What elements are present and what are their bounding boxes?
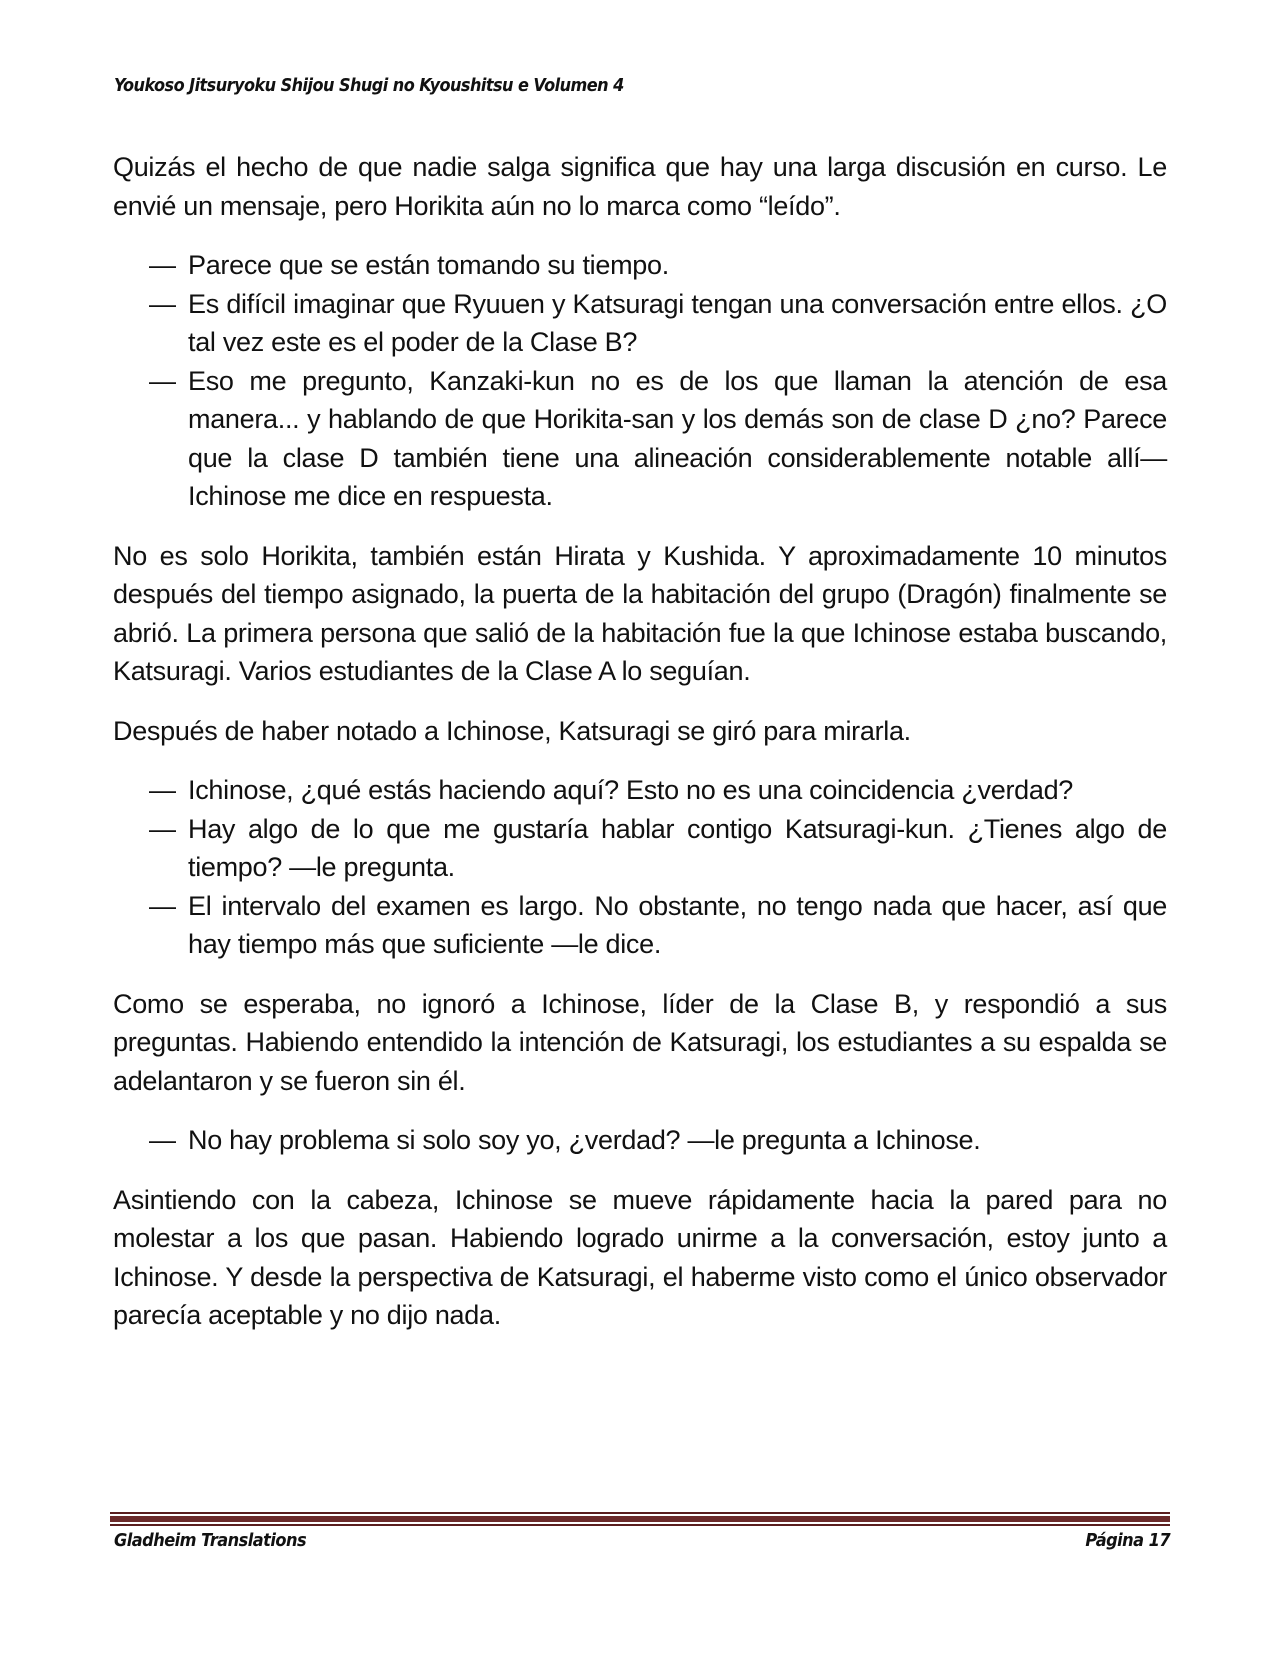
dialog-line [113,285,1167,362]
running-header: Youkoso Jitsuryoku Shijou Shugi no Kyoushitsu e Volumen 4 [114,76,624,96]
dialog-block [113,1121,1167,1160]
paragraph: Después de haber notado a Ichinose, Katsuragi se giró para mirarla. [113,715,911,746]
dialog-text: Parece que se están tomando su tiempo. [188,250,669,280]
dialog-text: No hay problema si solo soy yo, ¿verdad? —le pregunta a Ichinose. [188,1125,981,1155]
dialog-dash: — [149,288,176,319]
dialog-dash: — [149,1125,176,1155]
footer-rule [110,1512,1170,1526]
paragraph: Asintiendo con la cabeza, Ichinose se mueve rápidamente hacia la pared para no molestar a los que pasan. Habiendo logrado unirme a la conversación, estoy junto a Ichinose. Y desde la perspectiva de Katsuragi, el haberme visto como el único observador parecía aceptable y no dijo nada. [113,1184,1167,1330]
dialog-dash: — [149,813,176,844]
paragraph: Como se esperaba, no ignoró a Ichinose, líder de la Clase B, y respondió a sus preguntas. Habiendo entendido la intención de Katsuragi, los estudiantes a su espalda se adelantaron y se fueron sin él. [113,988,1167,1096]
dialog-line [113,771,1167,810]
dialog-text: Eso me pregunto, Kanzaki-kun no es de los que llaman la atención de esa manera... y hablando de que Horikita-san y los demás son de clase D ¿no? Parece que la clase D también tiene una alineación considerablemente notable allí— Ichinose me dice en respuesta. [188,365,1167,511]
paragraph: Quizás el hecho de que nadie salga significa que hay una larga discusión en curso. Le envié un mensaje, pero Horikita aún no lo marca como “leído”. [113,152,1167,221]
dialog-line [113,810,1167,887]
dialog-dash: — [149,365,176,396]
footer-credit: Gladheim Translations [114,1530,307,1551]
dialog-text: El intervalo del examen es largo. No obstante, no tengo nada que hacer, así que hay tiempo más que suficiente —le dice. [188,890,1167,959]
footer-rule-line-top [110,1512,1170,1514]
dialog-line [113,887,1167,964]
dialog-line [113,246,1167,285]
footer-rule-band [110,1516,1170,1522]
paragraph: No es solo Horikita, también están Hirata y Kushida. Y aproximadamente 10 minutos después del tiempo asignado, la puerta de la habitación del grupo (Dragón) finalmente se abrió. La primera persona que salió de la habitación fue la que Ichinose estaba buscando, Katsuragi. Varios estudiantes de la Clase A lo seguían. [113,540,1167,686]
footer-rule-line-bottom [110,1524,1170,1526]
page-number: Página 17 [1085,1530,1170,1551]
dialog-text: Hay algo de lo que me gustaría hablar contigo Katsuragi-kun. ¿Tienes algo de tiempo? —le pregunta. [188,813,1167,882]
dialog-text: Ichinose, ¿qué estás haciendo aquí? Esto no es una coincidencia ¿verdad? [188,775,1073,805]
page-content [113,148,1167,1356]
dialog-dash: — [149,890,176,921]
dialog-dash: — [149,775,176,805]
dialog-block [113,246,1167,516]
dialog-line [113,362,1167,516]
dialog-text: Es difícil imaginar que Ryuuen y Katsuragi tengan una conversación entre ellos. ¿O tal vez este es el poder de la Clase B? [188,288,1167,357]
dialog-dash: — [149,250,176,280]
dialog-line [113,1121,1167,1160]
dialog-block [113,771,1167,964]
